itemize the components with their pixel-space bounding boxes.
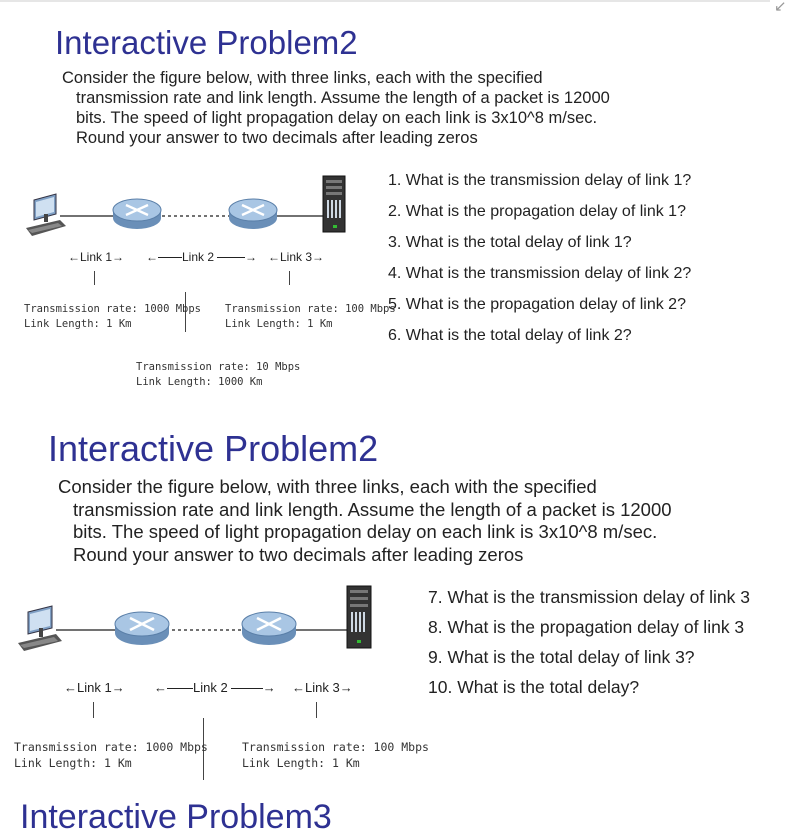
link-2-right-dash xyxy=(217,257,245,258)
link-2-right-dash xyxy=(231,688,263,689)
description-line: Round your answer to two decimals after leading zeros xyxy=(76,129,478,147)
link-2-right-arrow: → xyxy=(245,250,258,264)
description-line: bits. The speed of light propagation delay on each link is 3x10^8 m/sec. xyxy=(76,109,598,127)
link-1-length: Link Length: 1 Km xyxy=(24,318,132,330)
question-item: 1. What is the transmission delay of link 1? xyxy=(388,172,692,189)
link-3-marker xyxy=(289,271,290,285)
router-icon xyxy=(229,199,277,229)
question-item: 10. What is the total delay? xyxy=(428,677,640,697)
link-3-label: ←Link 3→ xyxy=(268,250,325,264)
link-2-left-arrow: ← xyxy=(146,250,158,264)
description-line: transmission rate and link length. Assume the length of a packet is 12000 xyxy=(73,498,672,520)
link-3-marker xyxy=(316,702,317,718)
slide-2 xyxy=(0,400,794,790)
problem-description xyxy=(58,476,672,566)
problem-description xyxy=(62,68,610,148)
computer-icon xyxy=(18,606,62,651)
network-diagram xyxy=(20,170,360,250)
server-icon xyxy=(347,586,371,648)
link-1-rate: Transmission rate: 1000 Mbps xyxy=(24,303,202,315)
question-item: 4. What is the transmission delay of link 2? xyxy=(388,265,692,282)
link-1-marker xyxy=(94,271,95,285)
link-1-length: Link Length: 1 Km xyxy=(14,756,132,770)
question-item: 3. What is the total delay of link 1? xyxy=(388,234,632,251)
link-2-right-arrow: → xyxy=(262,680,276,695)
question-item: 8. What is the propagation delay of link 3 xyxy=(428,617,745,637)
link-2-left-arrow: ← xyxy=(154,680,167,695)
slide-title: Interactive Problem2 xyxy=(48,428,379,469)
network-diagram xyxy=(12,580,382,670)
link-3-rate: Transmission rate: 100 Mbps xyxy=(225,303,396,315)
link-2-label xyxy=(146,250,257,264)
slide-3 xyxy=(0,790,794,836)
slide-title: Interactive Problem3 xyxy=(20,798,332,836)
link-2-label xyxy=(154,680,276,695)
link-2-length: Link Length: 1000 Km xyxy=(136,376,263,388)
link-1-label: ←Link 1→ xyxy=(64,680,125,695)
slide-title: Interactive Problem2 xyxy=(55,24,358,61)
link-2-left-dash xyxy=(158,257,182,258)
description-line: bits. The speed of light propagation delay on each link is 3x10^8 m/sec. xyxy=(73,521,658,542)
question-list xyxy=(388,165,691,351)
question-item: 9. What is the total delay of link 3? xyxy=(428,647,695,667)
router-icon xyxy=(115,612,169,645)
link-2-text: Link 2 xyxy=(182,250,215,264)
resize-arrow-icon[interactable]: ↙ xyxy=(774,0,787,15)
description-line: transmission rate and link length. Assume the length of a packet is 12000 xyxy=(76,89,610,107)
description-line: Round your answer to two decimals after leading zeros xyxy=(73,543,524,565)
router-icon xyxy=(242,612,296,645)
question-item: 2. What is the propagation delay of link 1? xyxy=(388,203,686,220)
question-item: 6. What is the total delay of link 2? xyxy=(388,327,632,344)
link-1-label: ←Link 1→ xyxy=(68,250,125,264)
link-2-left-dash xyxy=(167,688,193,689)
computer-icon xyxy=(26,194,66,236)
link-3-rate: Transmission rate: 100 Mbps xyxy=(242,740,429,754)
server-icon xyxy=(323,176,345,232)
link-3-length: Link Length: 1 Km xyxy=(242,756,360,770)
link-3-label: ←Link 3→ xyxy=(292,680,353,695)
question-list xyxy=(428,582,794,702)
link-1-rate: Transmission rate: 1000 Mbps xyxy=(14,740,208,754)
link-3-length: Link Length: 1 Km xyxy=(225,318,333,330)
question-item: 5. What is the propagation delay of link 2? xyxy=(388,296,686,313)
question-item: 7. What is the transmission delay of link 3 xyxy=(428,587,750,607)
description-line: Consider the figure below, with three links, each with the specified xyxy=(62,69,543,87)
link-2-rate: Transmission rate: 10 Mbps xyxy=(136,361,301,373)
description-line: Consider the figure below, with three links, each with the specified xyxy=(58,476,597,497)
router-icon xyxy=(113,199,161,229)
link-1-marker xyxy=(93,702,94,718)
link-2-text: Link 2 xyxy=(193,680,228,695)
slide-1 xyxy=(0,0,794,400)
